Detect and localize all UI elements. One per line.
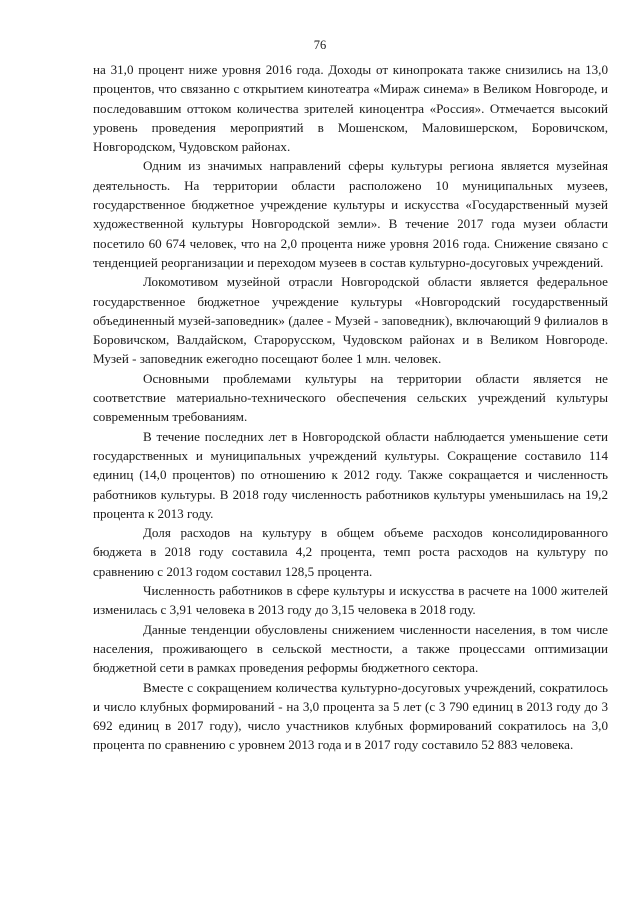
paragraph-9: Вместе с сокращением количества культурно-досуговых учреждений, сократилось и число клубных формирований - на 3,0 процента за 5 лет (с 3 790 единиц в 2013 году до 3 692 единиц в 2017 году), число участников клубных формирований сократилось на 3,0 процента по сравнению с уровнем 2013 года и в 2017 году составило 52 883 человека. bbox=[93, 679, 608, 753]
paragraph-2: Одним из значимых направлений сферы культуры региона является музейная деятельность. На территории области расположено 10 муниципальных музеев, государственное бюджетное учреждение культуры и искусства «Государственный музей художественной культуры Новгородской земли». В течение 2017 года музеи области посетило 60 674 человек, что на 2,0 процента ниже уровня 2016 года. Снижение связано с тенденцией реорганизации и переходом музеев в состав культурно-досуговых учреждений. bbox=[93, 158, 608, 270]
body-text bbox=[93, 60, 608, 755]
paragraph-3: Локомотивом музейной отрасли Новгородской области является федеральное государственное бюджетное учреждение культуры «Новгородский государственный объединенный музей-заповедник» (далее - Музей - заповедник), включающий 9 филиалов в Боровичском, Валдайском, Старорусском, Чудовском районах и в Великом Новгороде. Музей - заповедник ежегодно посещают более 1 млн. человек. bbox=[93, 274, 608, 367]
paragraph-5: В течение последних лет в Новгородской области наблюдается уменьшение сети государственных и муниципальных учреждений культуры. Сокращение составило 114 единиц (14,0 процентов) по отношению к 2012 году. Также сокращается и численность работников культуры. В 2018 году численность работников культуры уменьшилась на 19,2 процента к 2013 году. bbox=[93, 428, 608, 521]
paragraph-1: на 31,0 процент ниже уровня 2016 года. Доходы от кинопроката также снизились на 13,0 процентов, что связанно с открытием кинотеатра «Мираж синема» в Великом Новгороде, и последовавшим оттоком количества зрителей киноцентра «Россия». Отмечается высокий уровень проведения мероприятий в Мошенском, Маловишерском, Боровичском, Новгородском, Чудовском районах. bbox=[93, 62, 608, 155]
paragraph-8: Данные тенденции обусловлены снижением численности населения, в том числе населения, проживающего в сельской местности, а также процессами оптимизации бюджетной сети в рамках проведения реформы бюджетного сектора. bbox=[93, 621, 608, 676]
paragraph-6: Доля расходов на культуру в общем объеме расходов консолидированного бюджета в 2018 году составила 4,2 процента, темп роста расходов на культуру по сравнению с 2013 годом составил 128,5 процента. bbox=[93, 525, 608, 579]
page-number: 76 bbox=[313, 38, 327, 52]
paragraph-4: Основными проблемами культуры на территории области является не соответствие материально-технического обеспечения сельских учреждений культуры современным требованиям. bbox=[93, 370, 608, 425]
paragraph-7: Численность работников в сфере культуры и искусства в расчете на 1000 жителей изменилась с 3,91 человека в 2013 году до 3,15 человека в 2018 году. bbox=[93, 583, 608, 618]
